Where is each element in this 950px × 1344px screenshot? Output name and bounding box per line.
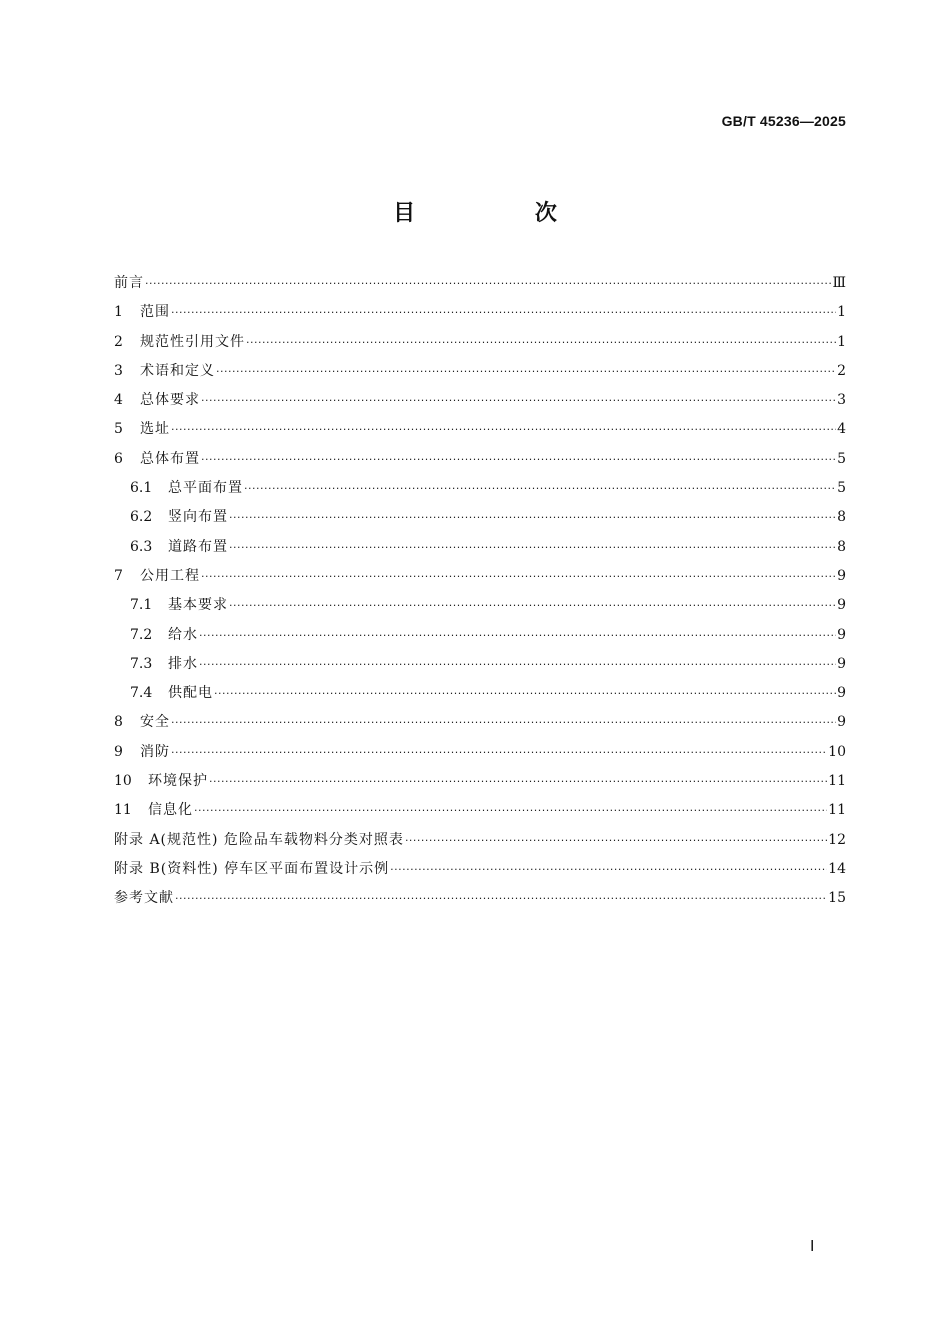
toc-leader-dots [199, 656, 836, 672]
toc-entry-label: 前言 [114, 275, 144, 291]
toc-entry-label: 总体要求 [140, 392, 200, 409]
toc-entry-label: 信息化 [148, 802, 193, 819]
toc-leader-dots [214, 685, 836, 701]
toc-entry-page: 5 [837, 450, 846, 467]
toc-entry-page: 12 [828, 831, 846, 848]
toc-entry[interactable] [114, 770, 846, 799]
page-title: 目 次 [393, 201, 613, 226]
toc-entry[interactable] [114, 477, 846, 506]
toc-entry-label: 排水 [168, 655, 198, 672]
toc-leader-dots [229, 509, 836, 525]
toc-entry-label: 供配电 [168, 685, 213, 702]
standard-code: GB/T 45236—2025 [721, 113, 846, 129]
toc-entry-page: 9 [837, 626, 846, 643]
toc-entry-label: 道路布置 [168, 538, 228, 555]
toc-entry-page: 15 [828, 890, 846, 907]
toc-entry-number: 1 [114, 304, 123, 321]
toc-entry-label: 总平面布置 [168, 480, 243, 497]
toc-entry-number: 2 [114, 333, 123, 350]
toc-entry[interactable] [114, 389, 846, 418]
toc-leader-dots [216, 363, 836, 379]
toc-entry[interactable] [114, 301, 846, 330]
toc-entry[interactable] [114, 506, 846, 535]
toc-entry-number: 7.4 [130, 685, 153, 702]
toc-entry-page: 9 [837, 597, 846, 614]
toc-entry-page: 9 [837, 714, 846, 731]
toc-entry-page: 8 [837, 538, 846, 555]
toc-entry-number: 11 [114, 802, 132, 819]
toc-entry-page: 1 [837, 304, 846, 321]
toc-entry-label: 安全 [140, 714, 170, 731]
toc-entry-page: 1 [837, 333, 846, 350]
toc-entry-label: 基本要求 [168, 597, 228, 614]
toc-entry-page: 11 [828, 773, 846, 790]
toc-entry-label: 消防 [140, 743, 170, 760]
toc-leader-dots [171, 714, 836, 730]
page-number: Ⅰ [810, 1239, 815, 1255]
toc-leader-dots [201, 451, 836, 467]
toc-entry[interactable] [114, 887, 846, 916]
toc-entry-number: 4 [114, 392, 123, 409]
toc-entry-number: 5 [114, 421, 123, 438]
toc-entry-label: 给水 [168, 626, 198, 643]
toc-leader-dots [194, 802, 827, 818]
toc-leader-dots [171, 304, 836, 320]
toc-entry-page: 10 [828, 743, 846, 760]
toc-leader-dots [175, 890, 827, 906]
toc-entry-label: 环境保护 [148, 773, 208, 790]
toc-entry-label: 公用工程 [140, 567, 200, 584]
toc-leader-dots [405, 832, 827, 848]
toc-entry[interactable] [114, 624, 846, 653]
toc-leader-dots [201, 568, 836, 584]
toc-entry-label: 范围 [140, 304, 170, 321]
toc-entry-page: 9 [837, 655, 846, 672]
toc-leader-dots [390, 861, 827, 877]
toc-entry-label: 竖向布置 [168, 509, 228, 526]
toc-entry-number: 9 [114, 743, 123, 760]
toc-leader-dots [244, 480, 836, 496]
toc-entry[interactable] [114, 711, 846, 740]
toc-entry-number: 10 [114, 773, 132, 790]
toc-entry-label: 选址 [140, 421, 170, 438]
toc-entry[interactable] [114, 594, 846, 623]
toc-entry-page: 8 [837, 509, 846, 526]
toc-entry-page: 9 [837, 685, 846, 702]
toc-entry-page: 2 [837, 362, 846, 379]
toc-entry-number: 6.1 [130, 480, 153, 497]
toc-leader-dots [229, 539, 836, 555]
toc-entry[interactable] [114, 829, 846, 858]
toc-entry-page: 14 [828, 860, 846, 877]
toc-entry[interactable] [114, 448, 846, 477]
toc-entry[interactable] [114, 565, 846, 594]
toc-entry-page: 11 [828, 802, 846, 819]
toc-entry-label: 规范性引用文件 [140, 333, 245, 350]
toc-entry[interactable] [114, 418, 846, 447]
toc-leader-dots [171, 421, 836, 437]
toc-entry-number: 8 [114, 714, 123, 731]
toc-entry-number: 7 [114, 567, 123, 584]
toc-entry-number: 7.3 [130, 655, 153, 672]
toc-leader-dots [171, 744, 827, 760]
toc-leader-dots [209, 773, 827, 789]
toc-entry-number: 6.2 [130, 509, 153, 526]
toc-entry-number: 6.3 [130, 538, 153, 555]
toc-entry-number: 6 [114, 450, 123, 467]
toc-entry[interactable] [114, 360, 846, 389]
toc-entry-label: 参考文献 [114, 890, 174, 907]
toc-entry[interactable] [114, 741, 846, 770]
toc-entry-label: 术语和定义 [140, 362, 215, 379]
toc-entry-number: 7.1 [130, 597, 153, 614]
toc-entry[interactable] [114, 858, 846, 887]
toc-entry-label: 附录 A(规范性) 危险品车载物料分类对照表 [114, 831, 404, 848]
toc-leader-dots [145, 275, 831, 291]
table-of-contents [114, 272, 846, 917]
toc-entry-label: 附录 B(资料性) 停车区平面布置设计示例 [114, 860, 390, 877]
toc-entry[interactable] [114, 331, 846, 360]
toc-entry[interactable] [114, 799, 846, 828]
toc-entry-page: 4 [837, 421, 846, 438]
toc-entry-number: 7.2 [130, 626, 153, 643]
toc-entry-number: 3 [114, 362, 123, 379]
toc-entry[interactable] [114, 536, 846, 565]
toc-entry[interactable] [114, 653, 846, 682]
toc-leader-dots [201, 392, 836, 408]
toc-entry-label: 总体布置 [140, 450, 200, 467]
toc-entry[interactable] [114, 682, 846, 711]
toc-entry-page: 9 [837, 567, 846, 584]
toc-leader-dots [229, 597, 836, 613]
toc-entry-page: 3 [837, 392, 846, 409]
toc-entry[interactable] [114, 272, 846, 301]
toc-entry-page: Ⅲ [832, 275, 846, 291]
toc-leader-dots [246, 334, 836, 350]
toc-leader-dots [199, 627, 836, 643]
toc-entry-page: 5 [837, 480, 846, 497]
